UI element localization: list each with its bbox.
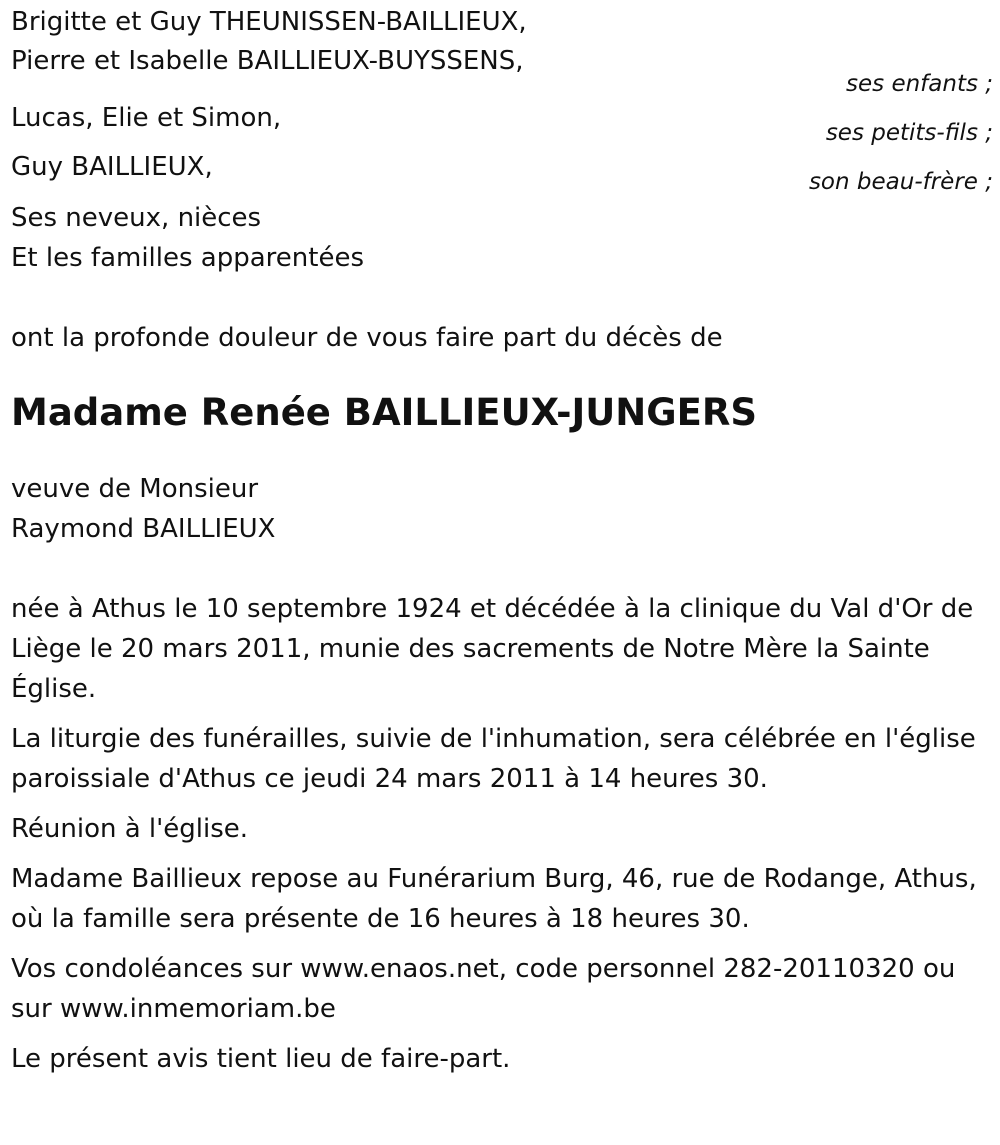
- grandchildren-relation: ses petits-fils ;: [825, 120, 993, 146]
- grandchildren-line: Lucas, Elie et Simon,: [11, 103, 282, 133]
- brother-in-law-relation: son beau-frère ;: [808, 169, 993, 195]
- announcement: ont la profonde douleur de vous faire part du décès de: [11, 323, 723, 353]
- widow-of: [11, 469, 993, 549]
- children-group: [11, 0, 993, 96]
- other-relatives: [11, 198, 993, 278]
- widow-of-line-2: Raymond BAILLIEUX: [11, 514, 276, 544]
- birth-death-paragraph: née à Athus le 10 septembre 1924 et décédée à la clinique du Val d'Or de Liège le 20 mars 2011, munie des sacrements de Notre Mère la Sainte Église.: [11, 594, 974, 704]
- funeral-paragraph: La liturgie des funérailles, suivie de l'inhumation, sera célébrée en l'église paroissiale d'Athus ce jeudi 24 mars 2011 à 14 heures 30.: [11, 724, 976, 794]
- death-notice: [11, 0, 993, 1089]
- deceased-name: Madame Renée BAILLIEUX-JUNGERS: [11, 391, 758, 434]
- grandchildren-group: [11, 98, 993, 145]
- brother-in-law-line: Guy BAILLIEUX,: [11, 152, 213, 182]
- closing-paragraph: Le présent avis tient lieu de faire-part.: [11, 1044, 511, 1074]
- nephews-nieces-line: Ses neveux, nièces: [11, 203, 262, 233]
- children-line-2: Pierre et Isabelle BAILLIEUX-BUYSSENS,: [11, 46, 524, 76]
- widow-of-line-1: veuve de Monsieur: [11, 474, 259, 504]
- condolences-paragraph: Vos condoléances sur www.enaos.net, code personnel 282-20110320 ou sur www.inmemoriam.be: [11, 954, 956, 1024]
- children-line-1: Brigitte et Guy THEUNISSEN-BAILLIEUX,: [11, 7, 527, 37]
- funerarium-paragraph: Madame Baillieux repose au Funérarium Burg, 46, rue de Rodange, Athus, où la famille sera présente de 16 heures à 18 heures 30.: [11, 864, 977, 934]
- children-relation: ses enfants ;: [846, 71, 993, 97]
- related-families-line: Et les familles apparentées: [11, 243, 365, 273]
- brother-in-law-group: [11, 147, 993, 194]
- meeting-paragraph: Réunion à l'église.: [11, 814, 249, 844]
